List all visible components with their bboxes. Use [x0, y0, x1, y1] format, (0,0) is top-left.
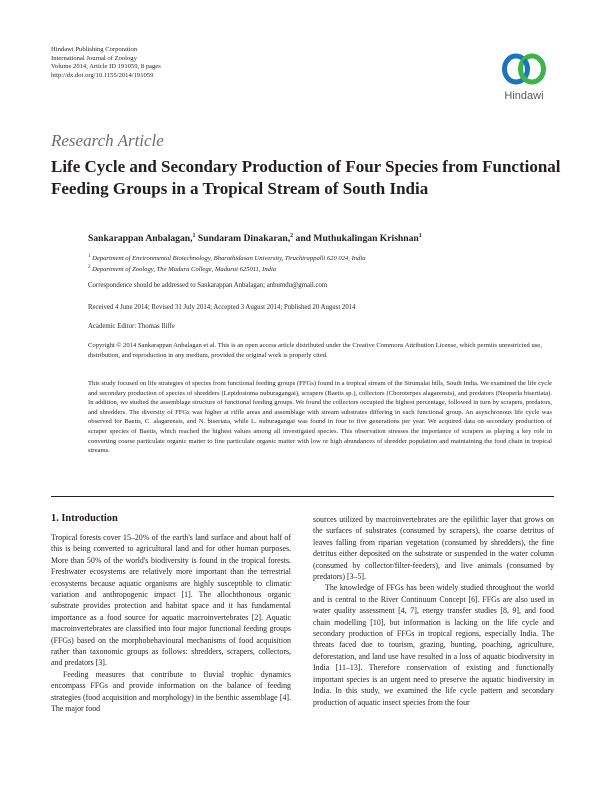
publisher-name: Hindawi Publishing Corporation — [51, 46, 138, 53]
author-affiliation-mark: 1 — [418, 233, 422, 239]
hindawi-logo — [494, 46, 554, 104]
correspondence: Correspondence should be addressed to Sankarappan Anbalagan; anbumdu@gmail.com — [88, 282, 328, 289]
author-name: Sankarappan Anbalagan, — [88, 233, 193, 245]
logo-text: Hindawi — [504, 90, 544, 102]
academic-editor: Academic Editor: Thomas Iliffe — [88, 323, 175, 330]
paragraph: The knowledge of FFGs has been widely studied throughout the world and is central to the River Continuum Concept [6]. FFGs are also used in water quality assessment [4, 7], energy transfer studies [8, 9], and food chain modelling [10], but information is lacking on the life cycle and secondary production of FFGs in tropical regions, especially India. The threats faced due to tourism, grazing, hunting, poaching, agriculture, deforestation, and land use have resulted in a loss of aquatic biodiversity in India [11–13]. Therefore conservation of existing and functionally important species is an urgent need to preserve the aquatic biodiversity in India. In this study, we examined the life cycle pattern and secondary production of aquatic insect species from the four — [313, 583, 554, 707]
author-name: Sundaram Dinakaran, — [195, 233, 291, 245]
journal-name: International Journal of Zoology — [51, 54, 137, 62]
affiliation: $^2$ Department of Zoology, The Madura College, Madurai 625011, India — [88, 265, 277, 274]
section-heading: 1. Introduction — [51, 513, 118, 524]
paragraph: sources utilized by macroinvertebrates are the epilithic layer that grows on the surfaces of substrates (consumed by scrapers), the coarse detritus of leaves falling from riparian vegetation (consumed by shredders), the fine detritus either deposited on the substrate or suspended in the water column (consumed by collector/filter-feeders), and live animals (consumed by predators) [3–5]. — [313, 515, 554, 582]
body-column-right — [313, 514, 554, 708]
copyright-notice: Copyright © 2014 Sankarappan Anbalagan et al. This is an open access article distributed under the Creative Commons Attribution License, which permits unrestricted use, distribution, and reproduction in any medium, provided the original work is properly cited. — [88, 342, 542, 359]
volume-info: Volume 2014, Article ID 191059, 8 pages — [51, 63, 161, 71]
article-dates: Received 4 June 2014; Revised 31 July 2014; Accepted 3 August 2014; Published 20 August 2014 — [88, 304, 356, 311]
paragraph: Tropical forests cover 15–20% of the earth's land surface and about half of this is being converted to agricultural land and for other human purposes. More than 50% of the world's biodiversity is found in the tropical forests. Freshwater ecosystems are relatively more important than the terrestrial ecosystems because aquatic organisms are highly susceptible to climatic variation and anthropogenic impact [1]. The allochthonous organic substrate provides protection and habitat space and it has fundamental importance as a food source for aquatic macroinvertebrates [2]. Aquatic macroinvertebrates are classified into four major functional feeding groups (FFGs) based on the morphobehavioural mechanisms of food acquisition rather than taxonomic groups as follows: shredders, scrapers, collectors, and predators [3]. — [51, 533, 291, 668]
affiliation: $^1$ Department of Environmental Biotechnology, Bharathidasan University, Tiruchirappalli 620 024, India — [88, 254, 366, 263]
author-affiliation-mark: 1 — [192, 233, 196, 239]
author-affiliation-mark: 2 — [290, 233, 294, 239]
section-divider — [51, 496, 554, 497]
body-column-left — [51, 532, 291, 715]
author-name: and Muthukalingan Krishnan — [293, 233, 419, 245]
journal-header — [51, 46, 161, 80]
paragraph: Feeding measures that contribute to fluvial trophic dynamics encompass FFGs and provide information on the balance of feeding strategies (food acquisition and morphology) in the benthic assemblage [4]. The major food — [51, 669, 291, 714]
doi-link[interactable]: http://dx.doi.org/10.1155/2014/191059 — [51, 71, 154, 79]
author-list — [88, 233, 422, 244]
article-type: Research Article — [51, 131, 164, 150]
paper-title: Life Cycle and Secondary Production of Four Species from Functional Feeding Groups in a Tropical Stream of South India — [51, 157, 561, 198]
hindawi-logo-icon — [494, 46, 554, 104]
abstract: This study focused on life strategies of species from functional feeding groups (FFGs) found in a tropical stream of the Sirumalai hills, South India. We examined the life cycle and secondary production of species of shredders (Lepidostoma nuburagangai), scrapers (Baetis sp.), collectors (Choroterpes alagarensis), and predators (Neoperla bisertiata). In addition, we studied the assemblage structure of functional feeding groups. We found the collectors occupied the highest percentage, followed in turn by scrapers, predators, and shredders. The diversity of FFGs was higher at riffle areas and assemblage with stream substrates differing in each functional group. An asynchronous life cycle was observed for Baetis, C. alagarensis, and N. biseriata, while L. nuburagangai was found in four to five generations per year. We acquired data on secondary production of scraper species of Baetis, which reached the highest values among all investigated species. This observation stresses the importance of scrapers as playing a key role in converting coarse particulate organic matter to fine particulate organic matter with low or high abundances of shredder population and maintaining the food chain in tropical streams. — [88, 380, 552, 455]
